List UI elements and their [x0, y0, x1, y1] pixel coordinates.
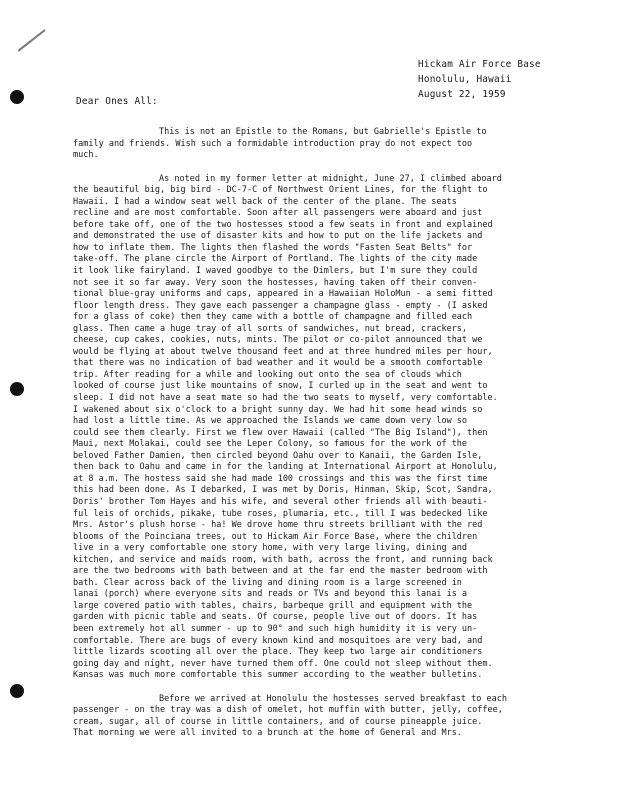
text-line: cheese, cup cakes, cookies, nuts, mints. The pilot or co-pilot announced that we — [73, 335, 483, 346]
text-line: This is not an Epistle to the Romans, but Gabrielle's Epistle to — [159, 127, 487, 137]
letter-paragraph — [73, 127, 593, 162]
binder-hole — [10, 90, 24, 104]
text-line: Doris' brother Tom Hayes and his wife, and several other friends all with beauti- — [73, 496, 488, 507]
text-line: then back to Oahu and came in for the landing at International Airport at Honolulu, — [73, 462, 498, 473]
text-line: family and friends. Wish such a formidable introduction pray do not expect too — [73, 138, 473, 149]
text-line: going day and night, never have turned them off. One could not sleep without them. — [73, 658, 493, 669]
letterhead-location: Hickam Air Force Base — [418, 59, 541, 70]
text-line: ful leis of orchids, pikake, tube roses, plumaria, etc., till I was bedecked like — [73, 508, 488, 519]
text-line: how to inflate them. The lights then flashed the words "Fasten Seat Belts" for — [73, 242, 473, 253]
text-line: comfortable. There are bugs of every known kind and mosquitoes are very bad, and — [73, 635, 483, 646]
text-line: Before we arrived at Honolulu the hostesses served breakfast to each — [159, 693, 507, 704]
letter-date: August 22, 1959 — [418, 89, 506, 100]
binder-hole — [10, 684, 24, 698]
text-line: large covered patio with tables, chairs, barbeque grill and equipment with the — [73, 600, 473, 611]
text-line: take-off. The plane circle the Airport of Portland. The lights of the city made — [73, 254, 478, 265]
text-line: much. — [73, 150, 99, 161]
text-line: garden with picnic table and seats. Of course, people live out of doors. It has — [73, 612, 478, 623]
text-line: glass. Then came a huge tray of all sorts of sandwiches, nut bread, crackers, — [73, 323, 468, 334]
salutation: Dear Ones All: — [76, 96, 158, 107]
text-line: Maui, next Molakai, could see the Leper Colony, so famous for the work of the — [73, 439, 468, 450]
text-line: kitchen, and service and maids room, with bath, across the front, and running back — [73, 554, 493, 565]
text-line: and demonstrated the use of disaster kits and how to put on the life jackets and — [73, 231, 483, 242]
text-line: trip. After reading for a while and looking out onto the sea of clouds which — [73, 369, 462, 380]
text-line: are the two bedrooms with bath between and at the far end the master bedroom with — [73, 566, 488, 577]
letter-paragraph — [73, 174, 593, 682]
text-line: bath. Clear across back of the living and dining room is a large screened in — [73, 577, 462, 588]
text-line: lanai (porch) where everyone sits and reads or TVs and beyond this lanai is a — [73, 589, 468, 600]
text-line: had lost a little time. As we approached the Islands we came down very low so — [73, 416, 468, 427]
text-line: beloved Father Damien, then circled beyond Oahu over to Kanaii, the Garden Isle, — [73, 450, 483, 461]
text-line: been extremely hot all summer - up to 90° and such high humidity it is very un- — [73, 623, 478, 634]
text-line: I wakened about six o'clock to a bright sunny day. We had hit some head winds so — [73, 404, 483, 415]
text-line: passenger - on the tray was a dish of omelet, hot muffin with butter, jelly, coffee, — [73, 705, 503, 716]
text-line: would be flying at about twelve thousand feet and at three hundred miles per hour, — [73, 346, 493, 357]
text-line: this had been done. As I debarked, I was met by Doris, Hinman, Skip, Scot, Sandra, — [73, 485, 493, 496]
pen-stroke-mark — [18, 29, 46, 51]
text-line: live in a very comfortable one story home, with very large living, dining and — [73, 543, 468, 554]
text-line: Mrs. Astor's plush horse - ha! We drove home thru streets brilliant with the red — [73, 520, 483, 531]
letterhead — [418, 57, 541, 102]
binder-hole — [10, 382, 24, 396]
letter-body — [73, 127, 593, 752]
text-line: could see them clearly. First we flew over Hawaii (called "The Big Island"), then — [73, 427, 488, 438]
text-line: floor length dress. They gave each passenger a champagne glass - empty - (I asked — [73, 300, 488, 311]
text-line: That morning we were all invited to a brunch at the home of General and Mrs. — [73, 728, 462, 739]
text-line: cream, sugar, all of course in little containers, and of course pineapple juice. — [73, 716, 483, 727]
text-line: looked of course just like mountains of snow, I curled up in the seat and went to — [73, 381, 488, 392]
text-line: blooms of the Poinciana trees, out to Hickam Air Force Base, where the children — [73, 531, 478, 542]
text-line: sleep. I did not have a seat mate so had the two seats to myself, very comfortable. — [73, 393, 498, 404]
letter-paragraph — [73, 694, 593, 740]
text-line: it look like fairyland. I waved goodbye to the Dimlers, but I'm sure they could — [73, 266, 478, 277]
text-line: tional blue-gray uniforms and caps, appeared in a Hawaiian HoloMun - a semi fitted — [73, 289, 493, 300]
text-line: little lizards scooting all over the place. They keep two large air conditioners — [73, 647, 483, 658]
letterhead-city: Honolulu, Hawaii — [418, 74, 512, 85]
text-line: at 8 a.m. The hostess said she had made 100 crossings and this was the first time — [73, 473, 488, 484]
text-line: Hawaii. I had a window seat well back of the center of the plane. The seats — [73, 196, 457, 207]
text-line: before take off, one of the two hostesses stood a few seats in front and explained — [73, 219, 493, 230]
text-line: not see it so far away. Very soon the hostesses, having taken off their conven- — [73, 277, 478, 288]
text-line: the beautiful big, big bird - DC-7-C of Northwest Orient Lines, for the flight to — [73, 185, 488, 196]
text-line: Kansas was much more comfortable this summer according to the weather bulletins. — [73, 670, 483, 681]
text-line: As noted in my former letter at midnight, June 27, I climbed aboard — [159, 173, 502, 184]
text-line: that there was no indication of bad weather and it would be a smooth comfortable — [73, 358, 483, 369]
text-line: for a glass of coke) then they came with a bottle of champagne and filled each — [73, 312, 473, 323]
text-line: recline and are most comfortable. Soon after all passengers were aboard and just — [73, 208, 483, 219]
